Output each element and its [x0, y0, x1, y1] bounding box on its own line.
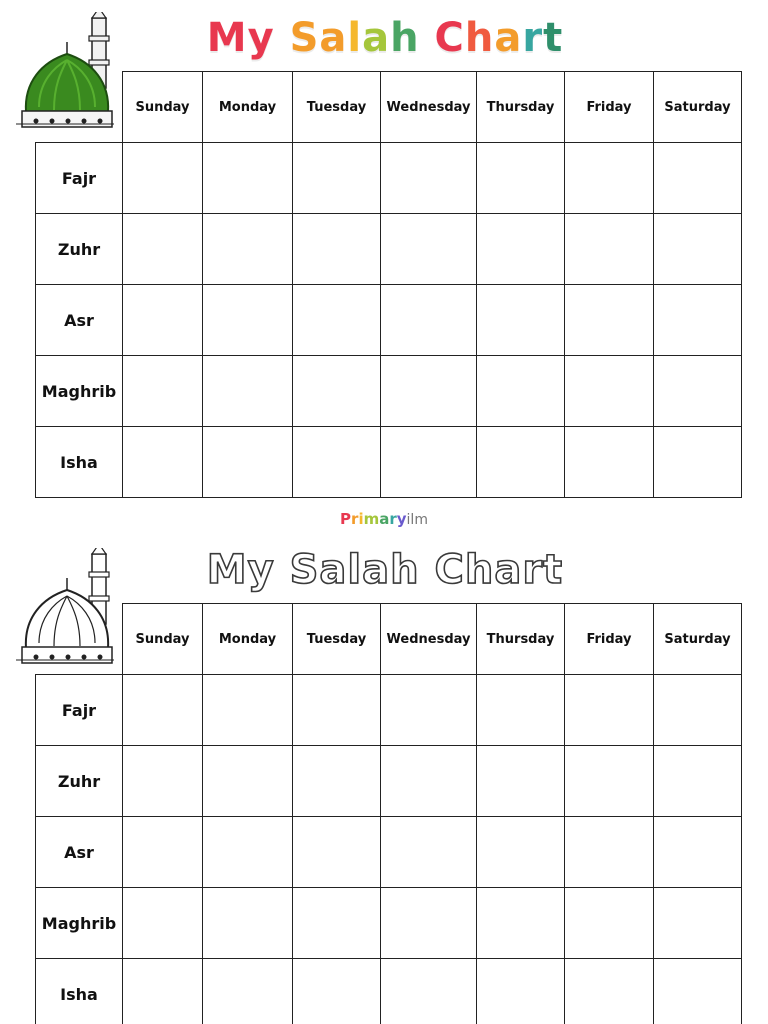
day-header-monday: Monday [202, 603, 293, 675]
brand-letter: P [340, 510, 352, 528]
checkbox-cell-isha-thursday[interactable] [476, 958, 565, 1024]
checkbox-cell-zuhr-sunday[interactable] [122, 213, 203, 285]
checkbox-cell-zuhr-monday[interactable] [202, 213, 293, 285]
prayer-label: Asr [35, 816, 123, 888]
checkbox-cell-isha-friday[interactable] [564, 426, 654, 498]
prayer-label: Maghrib [35, 887, 123, 959]
title-letter: t [543, 15, 564, 61]
checkbox-cell-maghrib-friday[interactable] [564, 887, 654, 959]
brand-letter: i [358, 510, 364, 528]
salah-grid [35, 142, 742, 498]
checkbox-cell-zuhr-friday[interactable] [564, 745, 654, 817]
checkbox-cell-fajr-tuesday[interactable] [292, 674, 381, 746]
checkbox-cell-asr-tuesday[interactable] [292, 284, 381, 356]
salah-grid [35, 674, 742, 1024]
day-header-saturday: Saturday [653, 71, 742, 143]
prayer-row-fajr [35, 674, 742, 746]
checkbox-cell-maghrib-sunday[interactable] [122, 887, 203, 959]
title-letter [275, 15, 290, 61]
brand-letter: r [351, 510, 359, 528]
day-header-tuesday: Tuesday [292, 603, 381, 675]
checkbox-cell-isha-thursday[interactable] [476, 426, 565, 498]
checkbox-cell-maghrib-saturday[interactable] [653, 887, 742, 959]
checkbox-cell-isha-saturday[interactable] [653, 426, 742, 498]
outline-dome-mosque-icon [14, 548, 116, 668]
checkbox-cell-asr-wednesday[interactable] [380, 284, 477, 356]
prayer-row-fajr [35, 142, 742, 214]
checkbox-cell-maghrib-monday[interactable] [202, 887, 293, 959]
checkbox-cell-zuhr-monday[interactable] [202, 745, 293, 817]
checkbox-cell-isha-wednesday[interactable] [380, 958, 477, 1024]
checkbox-cell-fajr-wednesday[interactable] [380, 674, 477, 746]
day-header-thursday: Thursday [476, 71, 565, 143]
chart-title-outline: My Salah Chart [206, 547, 564, 593]
prayer-label: Isha [35, 426, 123, 498]
checkbox-cell-fajr-sunday[interactable] [122, 142, 203, 214]
checkbox-cell-asr-saturday[interactable] [653, 284, 742, 356]
title-letter: a [362, 15, 391, 61]
checkbox-cell-asr-friday[interactable] [564, 816, 654, 888]
checkbox-cell-maghrib-tuesday[interactable] [292, 887, 381, 959]
checkbox-cell-zuhr-sunday[interactable] [122, 745, 203, 817]
checkbox-cell-asr-friday[interactable] [564, 284, 654, 356]
title-letter: S [289, 15, 320, 61]
prayer-row-zuhr [35, 213, 742, 285]
checkbox-cell-isha-tuesday[interactable] [292, 426, 381, 498]
title-letter: y [247, 15, 275, 61]
checkbox-cell-isha-monday[interactable] [202, 958, 293, 1024]
checkbox-cell-fajr-saturday[interactable] [653, 142, 742, 214]
brand-primary-text [340, 510, 407, 528]
checkbox-cell-fajr-monday[interactable] [202, 142, 293, 214]
brand-ilm-text: ilm [406, 512, 428, 528]
checkbox-cell-maghrib-saturday[interactable] [653, 355, 742, 427]
prayer-row-asr [35, 816, 742, 888]
brand-letter: y [396, 510, 407, 528]
title-letter: M [206, 15, 248, 61]
checkbox-cell-zuhr-tuesday[interactable] [292, 745, 381, 817]
checkbox-cell-zuhr-saturday[interactable] [653, 745, 742, 817]
prayer-row-asr [35, 284, 742, 356]
checkbox-cell-maghrib-thursday[interactable] [476, 887, 565, 959]
day-header-friday: Friday [564, 71, 654, 143]
checkbox-cell-fajr-thursday[interactable] [476, 142, 565, 214]
checkbox-cell-maghrib-wednesday[interactable] [380, 887, 477, 959]
checkbox-cell-isha-wednesday[interactable] [380, 426, 477, 498]
day-header-wednesday: Wednesday [380, 71, 477, 143]
title-letter [420, 15, 435, 61]
checkbox-cell-maghrib-monday[interactable] [202, 355, 293, 427]
checkbox-cell-maghrib-tuesday[interactable] [292, 355, 381, 427]
checkbox-cell-fajr-friday[interactable] [564, 142, 654, 214]
chart-title-colored [150, 10, 620, 66]
day-header-sunday: Sunday [122, 603, 203, 675]
checkbox-cell-fajr-monday[interactable] [202, 674, 293, 746]
brand-letter: a [379, 510, 390, 528]
prayer-row-isha [35, 426, 742, 498]
checkbox-cell-asr-monday[interactable] [202, 284, 293, 356]
day-header-friday: Friday [564, 603, 654, 675]
checkbox-cell-fajr-sunday[interactable] [122, 674, 203, 746]
prayer-row-zuhr [35, 745, 742, 817]
prayer-label: Asr [35, 284, 123, 356]
title-letter: a [319, 15, 348, 61]
day-header-thursday: Thursday [476, 603, 565, 675]
checkbox-cell-maghrib-thursday[interactable] [476, 355, 565, 427]
green-dome-mosque-icon [14, 12, 116, 132]
brand-letter: r [389, 510, 397, 528]
checkbox-cell-maghrib-friday[interactable] [564, 355, 654, 427]
checkbox-cell-fajr-friday[interactable] [564, 674, 654, 746]
checkbox-cell-maghrib-wednesday[interactable] [380, 355, 477, 427]
prayer-row-maghrib [35, 887, 742, 959]
checkbox-cell-fajr-saturday[interactable] [653, 674, 742, 746]
checkbox-cell-isha-tuesday[interactable] [292, 958, 381, 1024]
prayer-label: Maghrib [35, 355, 123, 427]
checkbox-cell-fajr-tuesday[interactable] [292, 142, 381, 214]
checkbox-cell-asr-tuesday[interactable] [292, 816, 381, 888]
prayer-label: Fajr [35, 674, 123, 746]
checkbox-cell-zuhr-friday[interactable] [564, 213, 654, 285]
prayer-row-maghrib [35, 355, 742, 427]
checkbox-cell-zuhr-thursday[interactable] [476, 745, 565, 817]
checkbox-cell-zuhr-wednesday[interactable] [380, 213, 477, 285]
prayer-label: Zuhr [35, 745, 123, 817]
day-header-sunday: Sunday [122, 71, 203, 143]
prayer-label: Isha [35, 958, 123, 1024]
checkbox-cell-asr-sunday[interactable] [122, 284, 203, 356]
prayer-row-isha [35, 958, 742, 1024]
checkbox-cell-fajr-thursday[interactable] [476, 674, 565, 746]
checkbox-cell-isha-sunday[interactable] [122, 958, 203, 1024]
checkbox-cell-asr-thursday[interactable] [476, 816, 565, 888]
checkbox-cell-asr-thursday[interactable] [476, 284, 565, 356]
title-letter: C [434, 15, 465, 61]
checkbox-cell-zuhr-wednesday[interactable] [380, 745, 477, 817]
checkbox-cell-asr-saturday[interactable] [653, 816, 742, 888]
day-header-row [122, 603, 742, 675]
title-letter: l [347, 15, 363, 61]
prayer-label: Zuhr [35, 213, 123, 285]
checkbox-cell-zuhr-saturday[interactable] [653, 213, 742, 285]
title-letter: h [390, 15, 420, 61]
checkbox-cell-maghrib-sunday[interactable] [122, 355, 203, 427]
checkbox-cell-zuhr-thursday[interactable] [476, 213, 565, 285]
checkbox-cell-asr-monday[interactable] [202, 816, 293, 888]
checkbox-cell-asr-sunday[interactable] [122, 816, 203, 888]
checkbox-cell-zuhr-tuesday[interactable] [292, 213, 381, 285]
title-letter: h [464, 15, 495, 61]
checkbox-cell-asr-wednesday[interactable] [380, 816, 477, 888]
title-letter: a [494, 15, 523, 61]
checkbox-cell-isha-monday[interactable] [202, 426, 293, 498]
title-letter: r [522, 15, 544, 61]
brand-logo [0, 508, 768, 531]
day-header-wednesday: Wednesday [380, 603, 477, 675]
checkbox-cell-isha-saturday[interactable] [653, 958, 742, 1024]
checkbox-cell-isha-sunday[interactable] [122, 426, 203, 498]
brand-letter: m [363, 510, 380, 528]
day-header-monday: Monday [202, 71, 293, 143]
day-header-tuesday: Tuesday [292, 71, 381, 143]
day-header-saturday: Saturday [653, 603, 742, 675]
day-header-row [122, 71, 742, 143]
checkbox-cell-fajr-wednesday[interactable] [380, 142, 477, 214]
prayer-label: Fajr [35, 142, 123, 214]
checkbox-cell-isha-friday[interactable] [564, 958, 654, 1024]
